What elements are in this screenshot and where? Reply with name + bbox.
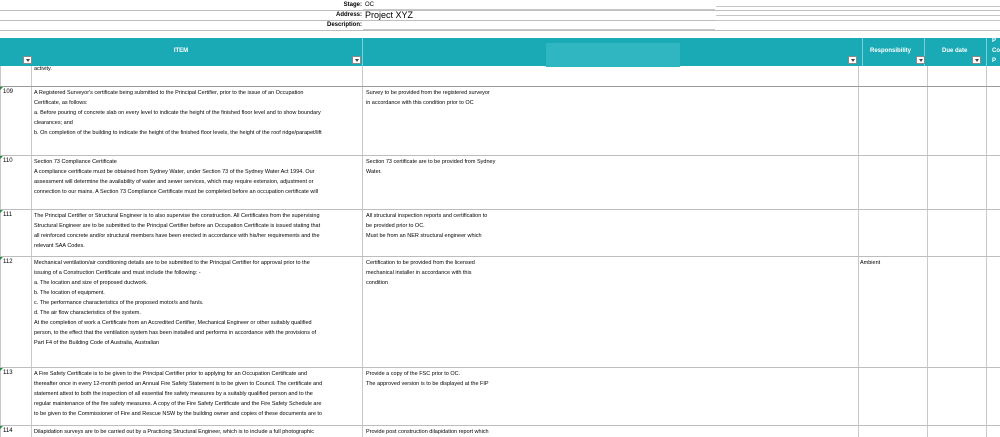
address-value[interactable]: Project XYZ: [365, 10, 414, 20]
row-text-line: b. On completion of the building to indicate the height of the finished floor levels, the height of the roof ridge/parapet/lift: [34, 130, 322, 136]
row-number: 109: [3, 89, 14, 95]
header-truncated-column[interactable]: P Co P: [992, 38, 1000, 64]
row-comment-line: The approved version is to be displayed at the FIP: [366, 381, 489, 387]
row-text-line: Mechanical ventilation/air conditioning details are to be submitted to the Principal Certifier for approval prior to the: [34, 260, 310, 266]
row-text-line: Section 73 Compliance Certificate: [34, 159, 117, 165]
header-responsibility[interactable]: Responsibility: [870, 48, 912, 54]
row-text-line: to be given to the Commissioner of Fire and Rescue NSW by the building owner and copies of these documents are to: [34, 411, 322, 417]
row-number: 112: [3, 259, 13, 265]
address-label: Address:: [335, 12, 362, 18]
row-text-line: issuing of a Construction Certificate and must include the following: -: [34, 270, 201, 276]
row-comment-line: Survey to be provided from the registered surveyor: [366, 90, 490, 96]
row-comment-line: Provide post construction dilapidation report which: [366, 429, 489, 435]
row-text-line: A Registered Surveyor's certificate being submitted to the Principal Certifier, prior to the issue of an Occupation: [34, 90, 304, 96]
table-row-114[interactable]: [0, 426, 1000, 437]
table-row-109[interactable]: [0, 87, 1000, 156]
row-comment-line: condition: [366, 280, 389, 286]
table-row-111[interactable]: [0, 210, 1000, 257]
row-responsibility: Ambient: [860, 260, 881, 266]
row-text-line: Structural Engineer are to be submitted to the Principal Certifier before an Occupation Certificate is issued stating that: [34, 223, 321, 229]
row-fragment-text: activity.: [34, 66, 52, 72]
row-text-line: A compliance certificate must be obtained from Sydney Water, under Section 73 of the Sydney Water Act 1994. Our: [34, 169, 315, 175]
row-text-line: Dilapidation surveys are to be carried out by a Practicing Structural Engineer, which is to include a full photographic: [34, 429, 315, 435]
filter-number-dropdown[interactable]: [23, 56, 32, 64]
row-text-line: assessment will determine the availability of water and sewer services, which may require extension, adjustment or: [34, 179, 314, 185]
row-text-line: c. The performance characteristics of the proposed motor/s and fan/s.: [34, 300, 204, 306]
table-row-112[interactable]: [0, 257, 1000, 368]
row-text-line: statement attest to both the inspection of all essential fire safety measures by a suitably qualified person and to the: [34, 391, 313, 397]
table-row-fragment[interactable]: [0, 66, 1000, 87]
row-comment-line: Provide a copy of the FSC prior to OC.: [366, 371, 461, 377]
header-item[interactable]: ITEM: [173, 48, 189, 54]
row-text-line: The Principal Certifier or Structural Engineer is to also supervise the construction. All Certificates from the supervising: [34, 213, 320, 219]
row-comment-line: Water.: [366, 169, 382, 175]
row-text-line: b. The location of equipment.: [34, 290, 105, 296]
table-row-113[interactable]: [0, 368, 1000, 426]
stage-value[interactable]: OC: [365, 2, 374, 8]
header-merged-cell: [546, 43, 680, 67]
row-text-line: Part F4 of the Building Code of Australia, Australian: [34, 340, 160, 346]
row-number: 113: [3, 370, 13, 376]
row-number: 111: [3, 212, 13, 218]
row-text-line: Certificate, as follows:: [34, 100, 88, 106]
row-text-line: a. The location and size of proposed ductwork.: [34, 280, 148, 286]
row-comment-line: in accordance with this condition prior to OC: [366, 100, 474, 106]
row-text-line: regular maintenance of the fire safety measures. A copy of the Fire Safety Certificate and the Fire Safety Schedule are: [34, 401, 322, 407]
row-comment-line: Must be from an NER structural engineer which: [366, 233, 482, 239]
filter-comment-dropdown[interactable]: [848, 56, 857, 64]
row-comment-line: mechanical installer in accordance with this: [366, 270, 472, 276]
description-label: Description:: [326, 22, 362, 28]
row-text-line: relevant SAA Codes.: [34, 243, 85, 249]
row-comment-line: be provided prior to OC.: [366, 223, 425, 229]
project-meta: [0, 0, 1000, 31]
row-text-line: connection to our mains. A Section 73 Compliance Certificate must be completed before an occupation certificate will: [34, 189, 319, 195]
stage-label: Stage:: [343, 2, 362, 8]
row-comment-line: Section 73 certificate are to be provided from Sydney: [366, 159, 496, 165]
row-comment-line: Certification to be provided from the licensed: [366, 260, 475, 266]
row-text-line: thereafter once in every 12-month period an Annual Fire Safety Statement is to be given to Council. The certificate and: [34, 381, 323, 387]
row-text-line: A Fire Safety Certificate is to be given to the Principal Certifier prior to applying for an Occupation Certificate and: [34, 371, 307, 377]
row-text-line: clearances; and: [34, 120, 73, 126]
filter-item-dropdown[interactable]: [352, 56, 361, 64]
row-number: 114: [3, 428, 13, 434]
filter-responsibility-dropdown[interactable]: [916, 56, 925, 64]
row-text-line: d. The air flow characteristics of the system.: [34, 310, 141, 316]
row-text-line: At the completion of work a Certificate from an Accredited Certifier, Mechanical Engineer or other suitably qualified: [34, 320, 312, 326]
filter-due-date-dropdown[interactable]: [972, 56, 981, 64]
row-text-line: a. Before pouring of concrete slab on every level to indicate the height of the finished floor level and to show boundary: [34, 110, 321, 116]
row-comment-line: All structural inspection reports and certification to: [366, 213, 488, 219]
header-due-date[interactable]: Due date: [942, 48, 968, 54]
row-text-line: person, to the effect that the ventilation system has been installed and performs in accordance with the provisions of: [34, 330, 317, 336]
table-row-110[interactable]: [0, 156, 1000, 210]
row-number: 110: [3, 158, 13, 164]
row-text-line: all reinforced concrete and/or structural members have been erected in accordance with his/her requirements and the: [34, 233, 320, 239]
